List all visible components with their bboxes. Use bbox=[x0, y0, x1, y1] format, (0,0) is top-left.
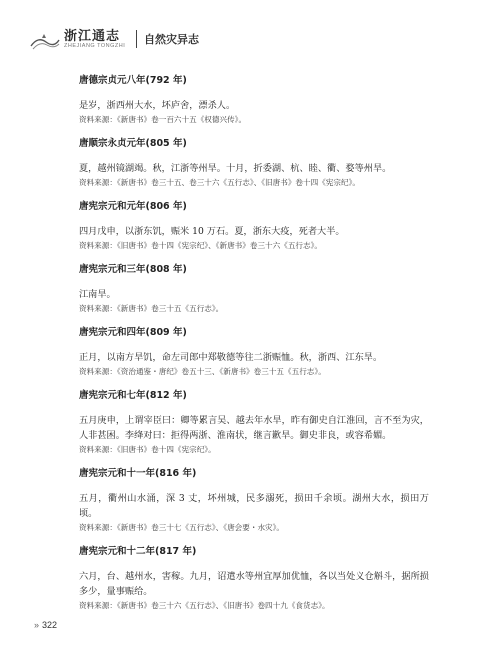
entry-source: 资料来源：《资治通鉴・唐纪》卷五十三、《新唐书》卷三十五《五行志》。 bbox=[79, 367, 326, 376]
entry-source: 资料来源：《新唐书》卷三十六《五行志》、《旧唐书》卷四十九《食货志》。 bbox=[79, 601, 330, 610]
entry-source: 资料来源：《新唐书》卷三十五《五行志》。 bbox=[79, 304, 224, 313]
entry bbox=[79, 200, 429, 253]
entry-heading: 唐顺宗永贞元年(805 年) bbox=[79, 138, 187, 149]
entry-body: 正月，以南方旱饥，命左司郎中郑敬德等往二浙赈恤。秋，浙西、江东旱。 bbox=[79, 352, 383, 363]
entry-body: 五月，衢州山水涌，深 3 丈，坏州城，民多溺死，损田千余顷。湖州大水，损田万顷。 bbox=[79, 493, 429, 519]
entry bbox=[79, 389, 429, 457]
entry-body: 夏，越州镜湖竭。秋，江浙等州旱。十月，折委湖、杭、睦、衢、婺等州旱。 bbox=[79, 163, 392, 174]
entry bbox=[79, 326, 429, 379]
section-title: 自然灾异志 bbox=[144, 33, 199, 46]
entry-heading: 唐宪宗元和十二年(817 年) bbox=[79, 546, 197, 557]
entry-source: 资料来源：《旧唐书》卷十四《宪宗纪》。 bbox=[79, 445, 216, 454]
logo-title: 浙江通志 bbox=[64, 29, 121, 44]
entry-heading: 唐宪宗元和元年(806 年) bbox=[79, 201, 187, 212]
entry bbox=[79, 545, 429, 613]
page-footer bbox=[34, 620, 57, 630]
entry-body: 四月戊申，以浙东饥，赈米 10 万石。夏，浙东大疫，死者大半。 bbox=[79, 226, 345, 237]
entry bbox=[79, 467, 429, 535]
header-divider bbox=[136, 30, 137, 48]
logo-subtitle: ZHEJIANG TONGZHI bbox=[64, 43, 126, 49]
entry-heading: 唐宪宗元和七年(812 年) bbox=[79, 390, 187, 401]
entry-source: 资料来源：《新唐书》卷三十五、卷三十六《五行志》、《旧唐书》卷十四《宪宗纪》。 bbox=[79, 178, 360, 187]
page-marker-icon: » bbox=[34, 620, 40, 630]
entries-list bbox=[79, 74, 429, 623]
entry-body: 江南旱。 bbox=[79, 289, 116, 300]
entry-body: 六月，台、越州水，害稼。九月，诏遣水等州宜厚加优恤，各以当处义仓斛斗，据所损多少，量事赈给。 bbox=[79, 571, 429, 597]
entry-heading: 唐德宗贞元八年(792 年) bbox=[79, 75, 187, 86]
entry bbox=[79, 137, 429, 190]
entry bbox=[79, 263, 429, 316]
entry-body: 是岁，浙西州大水，坏庐舍，漂杀人。 bbox=[79, 100, 236, 111]
entry-source: 资料来源：《旧唐书》卷十四《宪宗纪》、《新唐书》卷三十六《五行志》。 bbox=[79, 241, 322, 250]
page-number: 322 bbox=[42, 620, 58, 630]
entry-source: 资料来源：《新唐书》卷一百六十五《权德兴传》。 bbox=[79, 115, 247, 124]
entry-heading: 唐宪宗元和四年(809 年) bbox=[79, 327, 187, 338]
entry-heading: 唐宪宗元和三年(808 年) bbox=[79, 264, 187, 275]
page-header bbox=[24, 20, 464, 60]
entry-heading: 唐宪宗元和十一年(816 年) bbox=[79, 468, 197, 479]
entry bbox=[79, 74, 429, 127]
entry-source: 资料来源：《新唐书》卷三十七《五行志》、《唐会要・水灾》。 bbox=[79, 523, 285, 532]
logo-wave-icon bbox=[30, 32, 60, 52]
entry-body: 五月庚申，上谓宰臣曰：卿等累言吴、越去年水旱，昨有御史自江淮回，言不至为灾，人非甚困。李绛对曰：拒得两浙、淮南状，继言歉旱。御史非良，或容希媚。 bbox=[79, 415, 429, 441]
